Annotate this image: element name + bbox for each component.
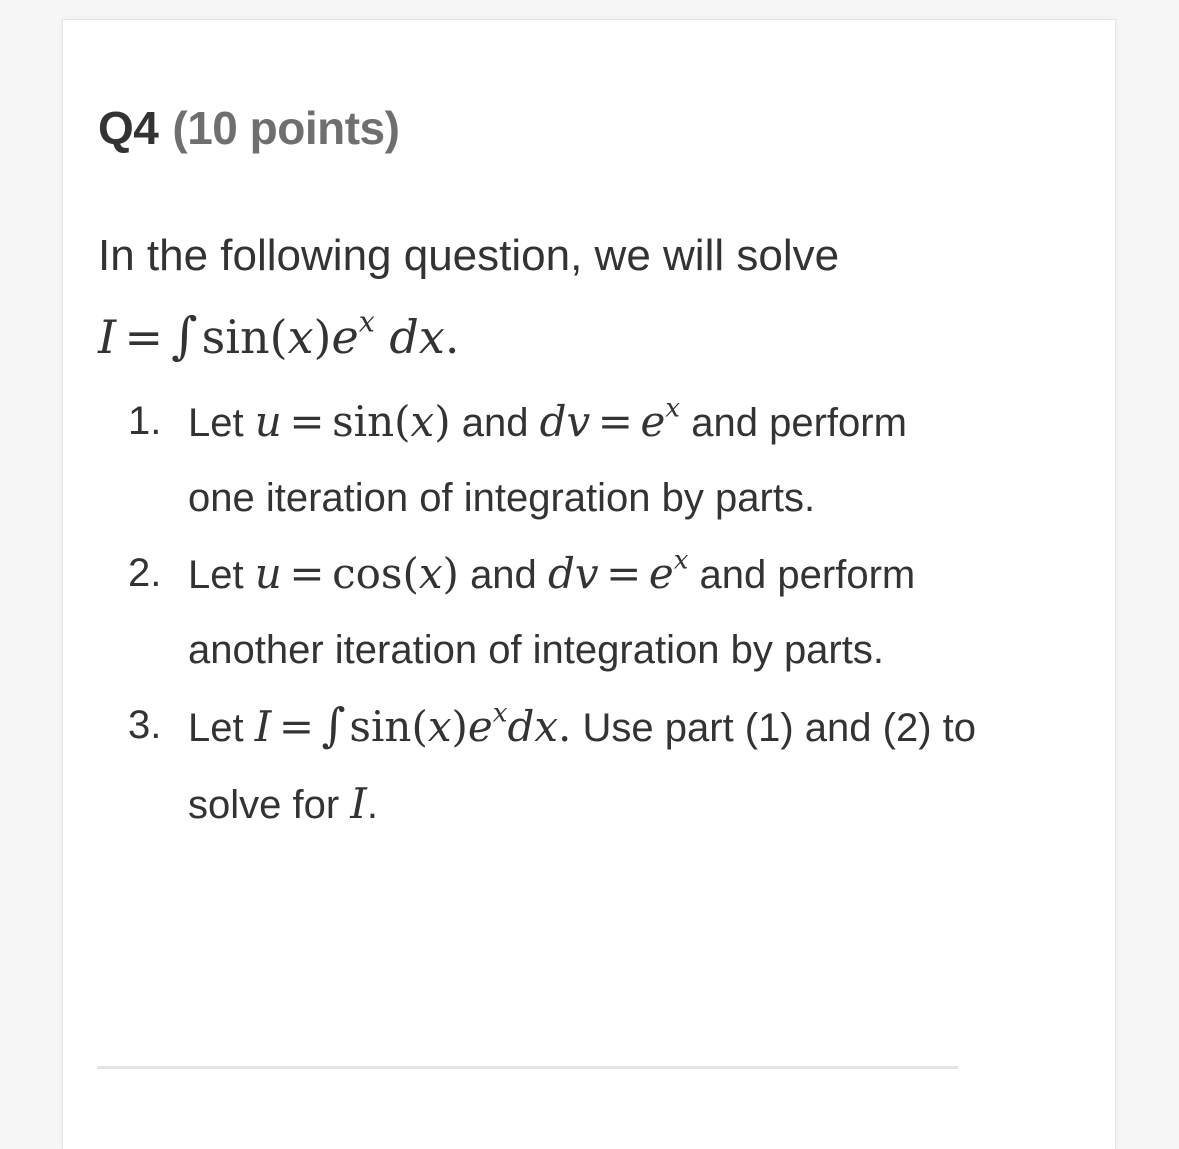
item-math: $I = \int\sin(x)e^xdx$.: [254, 698, 572, 752]
list-item: 1. Let u = sin(x) and dv = $e^x$ and perform one iteration of integration by parts.: [98, 384, 978, 536]
item-number: 3.: [128, 703, 162, 747]
item-math: I: [350, 779, 367, 828]
item-math: dv = $e^x$: [539, 393, 681, 446]
item-number: 1.: [128, 399, 162, 443]
intro-integral: $I = \int\sin(x)e^x$ dx.: [98, 305, 460, 365]
question-intro: [98, 216, 998, 377]
item-math: dv = $e^x$: [547, 545, 689, 598]
item-number: 2.: [128, 551, 162, 595]
question-label: Q4: [98, 102, 159, 154]
divider: [97, 1066, 958, 1069]
intro-text: In the following question, we will solve: [98, 231, 840, 280]
list-item: 2. Let u = cos(x) and dv = $e^x$ and perform another iteration of integration by parts.: [98, 536, 978, 688]
item-math: u = sin(x): [254, 397, 451, 446]
list-item: 3. Let $I = \int\sin(x)e^xdx$. Use part (1) and (2) to solve for I.: [98, 688, 978, 843]
item-math: u = cos(x): [254, 549, 459, 598]
question-title: [98, 100, 399, 156]
question-parts-list: [98, 384, 978, 843]
question-points: (10 points): [172, 102, 400, 154]
